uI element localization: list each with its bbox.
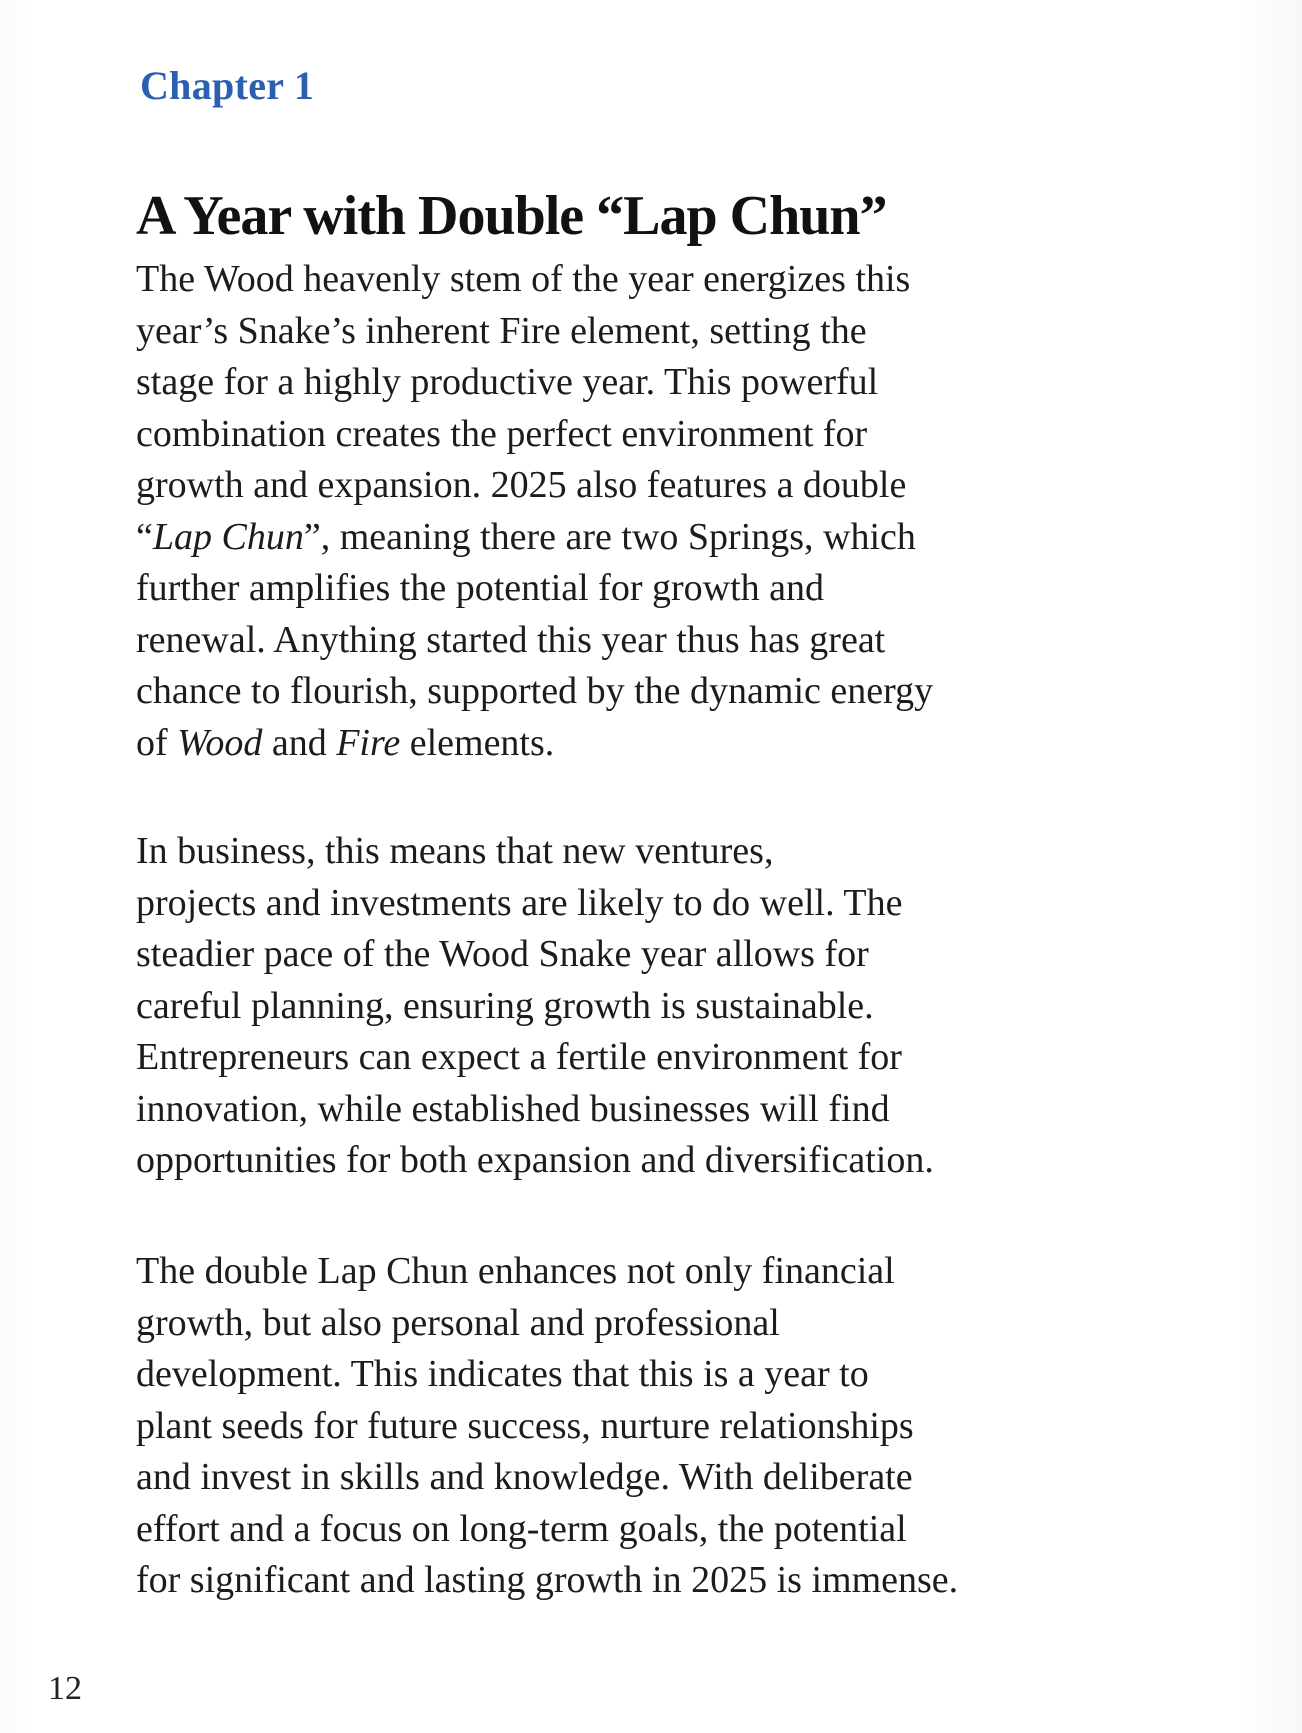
paragraph-line: for significant and lasting growth in 2025 is immense. bbox=[136, 1559, 959, 1601]
italic-term: Lap Chun bbox=[152, 515, 304, 558]
section-heading: A Year with Double “Lap Chun” bbox=[136, 185, 887, 247]
paragraph-line-with-italic: of Wood and Fire elements. bbox=[136, 721, 555, 764]
italic-term: Wood bbox=[177, 721, 263, 764]
paragraph-2 bbox=[136, 826, 1136, 1187]
paragraph-line: effort and a focus on long-term goals, the potential bbox=[136, 1507, 907, 1550]
paragraph-line: opportunities for both expansion and diversification. bbox=[136, 1139, 934, 1181]
paragraph-line: and invest in skills and knowledge. With deliberate bbox=[136, 1456, 913, 1498]
paragraph-line: combination creates the perfect environment for bbox=[136, 412, 868, 455]
paragraph-3 bbox=[136, 1246, 1136, 1607]
paragraph-line: Entrepreneurs can expect a fertile environment for bbox=[136, 1036, 902, 1078]
paragraph-line: projects and investments are likely to do well. The bbox=[136, 881, 903, 924]
paragraph-line: chance to flourish, supported by the dynamic energy bbox=[136, 670, 934, 712]
paragraph-line: careful planning, ensuring growth is sustainable. bbox=[136, 984, 874, 1027]
paragraph-line: plant seeds for future success, nurture relationships bbox=[136, 1404, 914, 1447]
paragraph-line: The Wood heavenly stem of the year energizes this bbox=[136, 258, 911, 300]
paragraph-line: stage for a highly productive year. This powerful bbox=[136, 361, 879, 403]
paragraph-line-with-italic: “Lap Chun”, meaning there are two Springs, which bbox=[136, 515, 916, 558]
paragraph-line: growth and expansion. 2025 also features a double bbox=[136, 464, 907, 506]
paragraph-line: growth, but also personal and professional bbox=[136, 1301, 780, 1344]
italic-term: Fire bbox=[336, 721, 401, 764]
paragraph-line: The double Lap Chun enhances not only financial bbox=[136, 1250, 895, 1292]
paragraph-line: innovation, while established businesses will find bbox=[136, 1087, 890, 1130]
paragraph-line: development. This indicates that this is a year to bbox=[136, 1353, 869, 1395]
chapter-label: Chapter 1 bbox=[140, 63, 315, 108]
paragraph-line: further amplifies the potential for growth and bbox=[136, 567, 825, 609]
paragraph-line: In business, this means that new ventures, bbox=[136, 830, 774, 872]
page-number: 12 bbox=[48, 1670, 82, 1707]
paragraph-1 bbox=[136, 254, 1136, 769]
paragraph-line: year’s Snake’s inherent Fire element, setting the bbox=[136, 309, 867, 352]
paragraph-line: renewal. Anything started this year thus has great bbox=[136, 618, 886, 661]
paragraph-line: steadier pace of the Wood Snake year allows for bbox=[136, 933, 869, 975]
